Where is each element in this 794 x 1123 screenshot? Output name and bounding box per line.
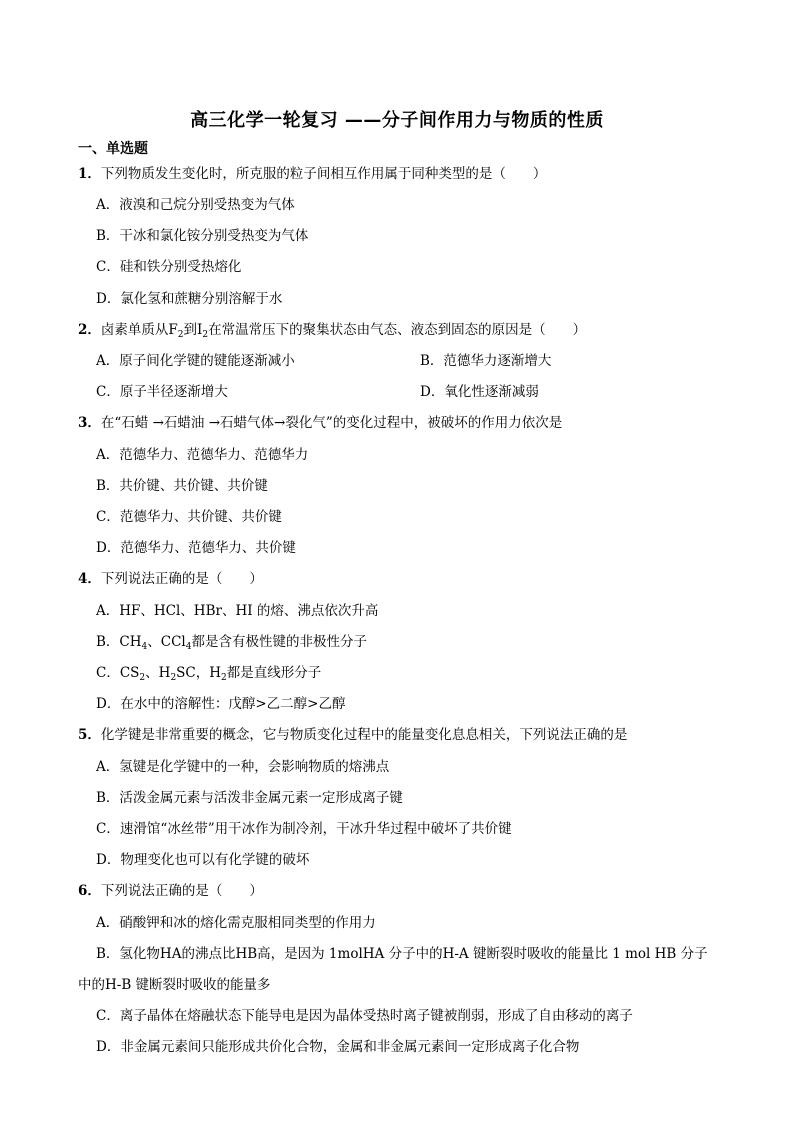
q6-option-d: D．非金属元素间只能形成共价化合物，金属和非金属元素间一定形成离子化合物 <box>96 1039 580 1055</box>
question-1-stem: 1．下列物质发生变化时，所克服的粒子间相互作用属于同种类型的是（ ） <box>78 166 547 182</box>
q3-option-a: A．范德华力、范德华力、范德华力 <box>96 447 309 463</box>
q4-option-b: B．$CH_4$、CCl$_4$都是含有极性键的非极性分子 <box>96 634 367 652</box>
q4-option-d: D．在水中的溶解性：戊醇>乙二醇>乙醇 <box>96 696 346 712</box>
q1-option-a: A．液溴和己烷分别受热变为气体 <box>96 197 295 213</box>
q6-option-c: C．离子晶体在熔融状态下能导电是因为晶体受热时离子键被削弱，形成了自由移动的离子 <box>96 1008 633 1024</box>
q6-option-a: A．硝酸钾和冰的熔化需克服相同类型的作用力 <box>96 915 376 931</box>
q3-option-c: C．范德华力、共价键、共价键 <box>96 509 282 525</box>
q3-option-d: D．范德华力、范德华力、共价键 <box>96 540 296 556</box>
q5-option-b: B．活泼金属元素与活泼非金属元素一定形成离子键 <box>96 790 403 806</box>
section-heading: 一、单选题 <box>78 141 148 157</box>
q2-option-c: C．原子半径逐渐增大 <box>96 384 228 400</box>
q4-option-c: C．$CS_2$、$H_2SC$，$H_2$都是直线形分子 <box>96 665 322 683</box>
question-5-stem: 5．化学键是非常重要的概念，它与物质变化过程中的能量变化息息相关，下列说法正确的是 <box>78 727 628 743</box>
q5-option-d: D．物理变化也可以有化学键的破坏 <box>96 852 310 868</box>
question-3-stem: 3．在“石蜡 →石蜡油 →石蜡气体→裂化气”的变化过程中，被破坏的作用力依次是 <box>78 415 563 431</box>
q6-option-b-continued: 中的H-B 键断裂时吸收的能量多 <box>78 977 271 993</box>
q2-option-a: A．原子间化学键的键能逐渐减小 <box>96 353 295 369</box>
q1-option-b: B．干冰和氯化铵分别受热变为气体 <box>96 228 309 244</box>
q2-option-b: B．范德华力逐渐增大 <box>420 353 552 369</box>
q5-option-a: A．氢键是化学键中的一种，会影响物质的熔沸点 <box>96 759 390 775</box>
q1-option-c: C．硅和铁分别受热熔化 <box>96 259 242 275</box>
q5-option-c: C．速滑馆“冰丝带”用干冰作为制冷剂，干冰升华过程中破坏了共价键 <box>96 821 512 837</box>
q1-option-d: D．氯化氢和蔗糖分别溶解于水 <box>96 291 283 307</box>
question-4-stem: 4．下列说法正确的是（ ） <box>78 571 263 587</box>
question-2-stem: 2．卤素单质从$F_2$到$I_2$在常温常压下的聚集状态由气态、液态到固态的原因是（ ） <box>78 322 587 340</box>
q6-option-b: B．氢化物HA的沸点比HB高，是因为 1molHA 分子中的H-A 键断裂时吸收的能量比 1 mol HB 分子 <box>96 946 708 962</box>
q4-option-a: A．HF、HCl、HBr、HI 的熔、沸点依次升高 <box>96 603 379 619</box>
document-title: 高三化学一轮复习 ——分子间作用力与物质的性质 <box>190 110 604 131</box>
question-6-stem: 6．下列说法正确的是（ ） <box>78 883 263 899</box>
q2-option-d: D．氧化性逐渐减弱 <box>420 384 539 400</box>
q3-option-b: B．共价键、共价键、共价键 <box>96 478 268 494</box>
